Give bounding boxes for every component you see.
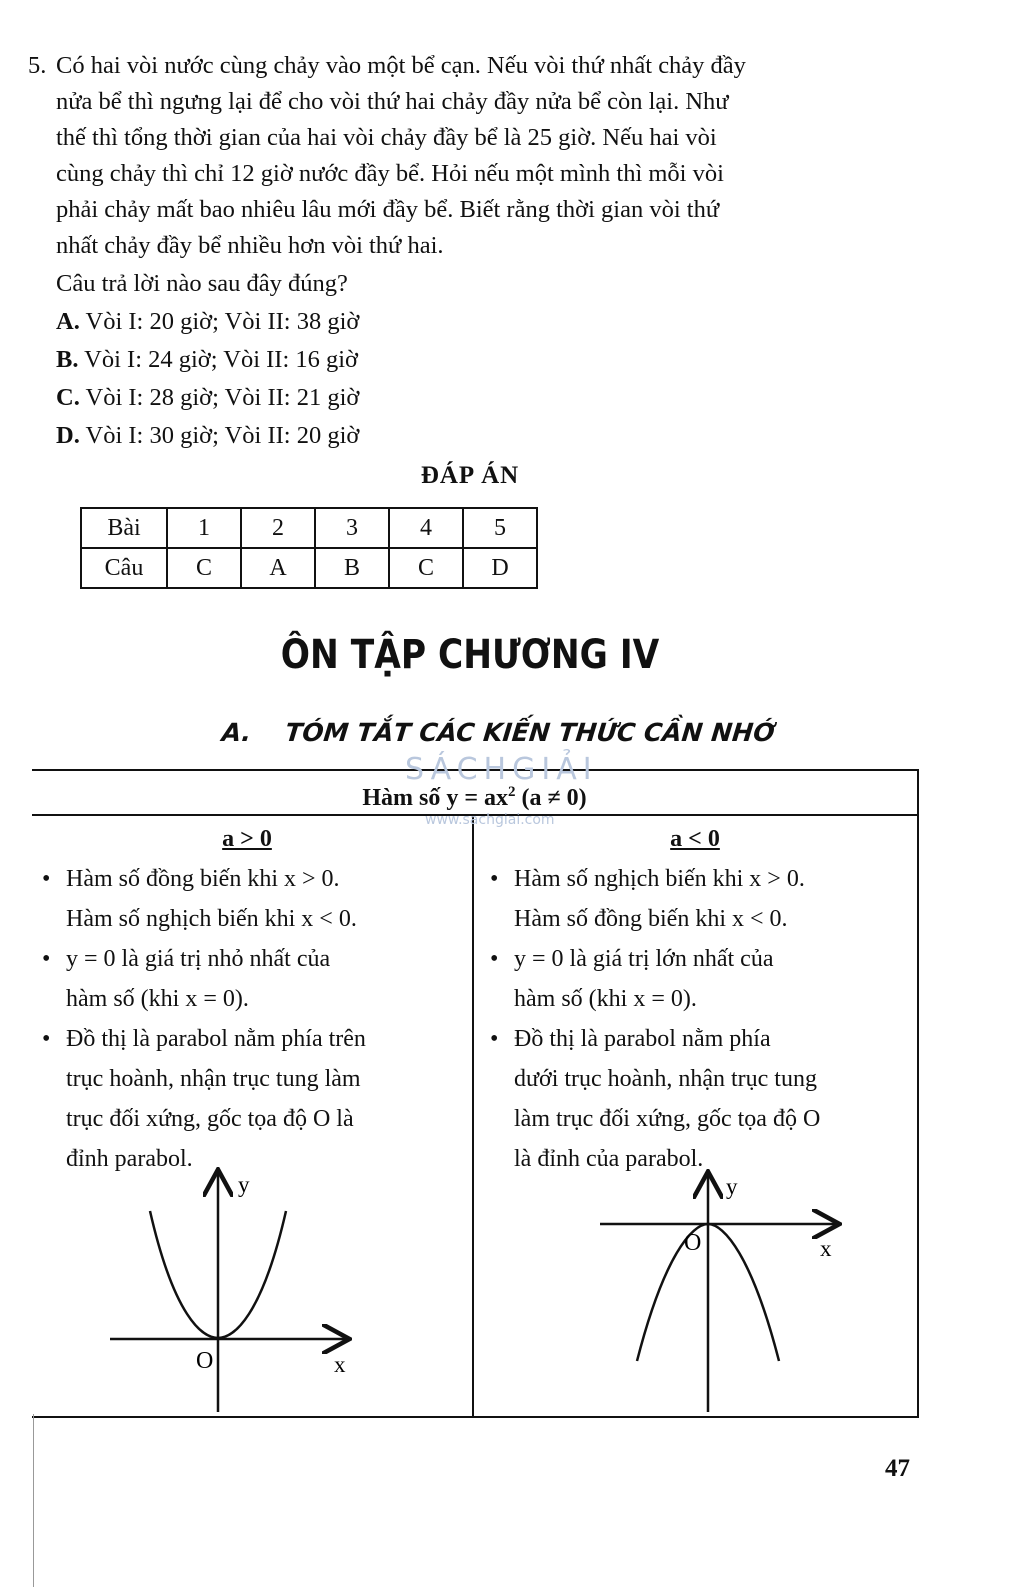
problem-line: Có hai vòi nước cùng chảy vào một bể cạn. Nếu vòi thứ nhất chảy đầy <box>56 52 746 79</box>
bullet-line: trục hoành, nhận trục tung làm <box>66 1066 361 1092</box>
origin-label: O <box>196 1348 214 1374</box>
column-a-positive <box>42 821 452 1179</box>
section-heading <box>220 718 776 747</box>
watermark-logo: SÁCHGIẢI <box>405 752 598 787</box>
bullet-item: • y = 0 là giá trị nhỏ nhất của hàm số (khi x = 0). <box>42 939 452 1019</box>
heading-exponent: 2 <box>508 784 516 800</box>
bullet-line: trục đối xứng, gốc tọa độ O là <box>66 1106 354 1132</box>
table-row-header: Bài <box>81 508 167 548</box>
bullet-item: • Hàm số đồng biến khi x > 0. Hàm số nghịch biến khi x < 0. <box>42 859 452 939</box>
bullet-line: là đỉnh của parabol. <box>514 1146 704 1172</box>
table-cell: B <box>315 548 389 588</box>
table-row <box>81 508 537 548</box>
parabola-down-graph <box>592 1166 872 1416</box>
heading-text: (a ≠ 0) <box>515 785 587 811</box>
table-row <box>81 548 537 588</box>
x-axis-label: x <box>820 1236 832 1261</box>
bullet-line: Hàm số đồng biến khi x < 0. <box>514 906 788 932</box>
bullet-item: • y = 0 là giá trị lớn nhất của hàm số (khi x = 0). <box>490 939 900 1019</box>
option-letter: A. <box>56 308 80 335</box>
condition-label: a > 0 <box>222 826 272 852</box>
table-cell: 2 <box>241 508 315 548</box>
heading-text: Hàm số y = ax <box>362 785 509 811</box>
chapter-title: ÔN TẬP CHƯƠNG IV <box>280 632 660 678</box>
watermark-url: www.sachgiai.com <box>425 812 555 828</box>
bullet-line: dưới trục hoành, nhận trục tung <box>514 1066 817 1092</box>
x-axis-label: x <box>334 1352 346 1377</box>
options-list <box>56 303 359 455</box>
section-label: A. <box>220 718 253 747</box>
problem-number: 5. <box>28 52 47 79</box>
option-d <box>56 417 359 455</box>
bullet-line: Đồ thị là parabol nằm phía trên <box>66 1026 366 1052</box>
option-text: Vòi I: 30 giờ; Vòi II: 20 giờ <box>85 422 360 449</box>
section-title: TÓM TẮT CÁC KIẾN THỨC CẦN NHỚ <box>283 718 776 747</box>
parabola-up-graph <box>102 1166 382 1416</box>
bullet-line: Hàm số nghịch biến khi x > 0. <box>514 866 805 892</box>
option-letter: D. <box>56 422 80 449</box>
problem-line: nhất chảy đầy bể nhiều hơn vòi thứ hai. <box>56 232 444 259</box>
origin-label: O <box>684 1230 702 1256</box>
condition-label: a < 0 <box>670 826 720 852</box>
answer-key-table <box>80 507 538 589</box>
bullet-line: làm trục đối xứng, gốc tọa độ O <box>514 1106 821 1132</box>
table-cell: D <box>463 548 537 588</box>
table-cell: A <box>241 548 315 588</box>
table-cell: 1 <box>167 508 241 548</box>
question-prompt: Câu trả lời nào sau đây đúng? <box>56 270 348 297</box>
table-cell: C <box>167 548 241 588</box>
option-text: Vòi I: 20 giờ; Vòi II: 38 giờ <box>85 308 360 335</box>
option-b <box>56 341 359 379</box>
bullet-line: Hàm số đồng biến khi x > 0. <box>66 866 340 892</box>
bullet-line: đỉnh parabol. <box>66 1146 193 1172</box>
column-a-negative <box>490 821 900 1179</box>
bullet-line: Hàm số nghịch biến khi x < 0. <box>66 906 357 932</box>
problem-line: phải chảy mất bao nhiêu lâu mới đầy bể. Biết rằng thời gian vòi thứ <box>56 196 720 223</box>
option-text: Vòi I: 28 giờ; Vòi II: 21 giờ <box>85 384 360 411</box>
y-axis-label: y <box>726 1174 738 1199</box>
bullet-line: y = 0 là giá trị nhỏ nhất của <box>66 946 331 972</box>
problem-line: thế thì tổng thời gian của hai vòi chảy đầy bể là 25 giờ. Nếu hai vòi <box>56 124 717 151</box>
option-letter: B. <box>56 346 79 373</box>
option-a <box>56 303 359 341</box>
bullet-item: • Hàm số nghịch biến khi x > 0. Hàm số đồng biến khi x < 0. <box>490 859 900 939</box>
bullet-item: • Đồ thị là parabol nằm phía dưới trục hoành, nhận trục tung làm trục đối xứng, gốc tọa độ O là đỉnh của parabol. <box>490 1019 900 1179</box>
answer-key-title: ĐÁP ÁN <box>420 462 520 489</box>
bullet-line: y = 0 là giá trị lớn nhất của <box>514 946 774 972</box>
bullet-line: hàm số (khi x = 0). <box>66 986 249 1012</box>
problem-line: cùng chảy thì chỉ 12 giờ nước đầy bể. Hỏi nếu một mình thì mỗi vòi <box>56 160 724 187</box>
option-text: Vòi I: 24 giờ; Vòi II: 16 giờ <box>84 346 359 373</box>
margin-rule <box>33 1414 34 1587</box>
y-axis-label: y <box>238 1172 250 1197</box>
table-row-header: Câu <box>81 548 167 588</box>
option-c <box>56 379 359 417</box>
bullet-line: hàm số (khi x = 0). <box>514 986 697 1012</box>
table-cell: C <box>389 548 463 588</box>
table-cell: 3 <box>315 508 389 548</box>
column-divider <box>472 816 474 1416</box>
problem-line: nửa bể thì ngưng lại để cho vòi thứ hai chảy đầy nửa bể còn lại. Như <box>56 88 729 115</box>
table-cell: 5 <box>463 508 537 548</box>
table-cell: 4 <box>389 508 463 548</box>
bullet-item: • Đồ thị là parabol nằm phía trên trục hoành, nhận trục tung làm trục đối xứng, gốc tọa độ O là đỉnh parabol. <box>42 1019 452 1179</box>
problem-text <box>28 48 916 264</box>
summary-box <box>32 769 919 1418</box>
page-number: 47 <box>885 1455 910 1482</box>
option-letter: C. <box>56 384 80 411</box>
bullet-line: Đồ thị là parabol nằm phía <box>514 1026 771 1052</box>
